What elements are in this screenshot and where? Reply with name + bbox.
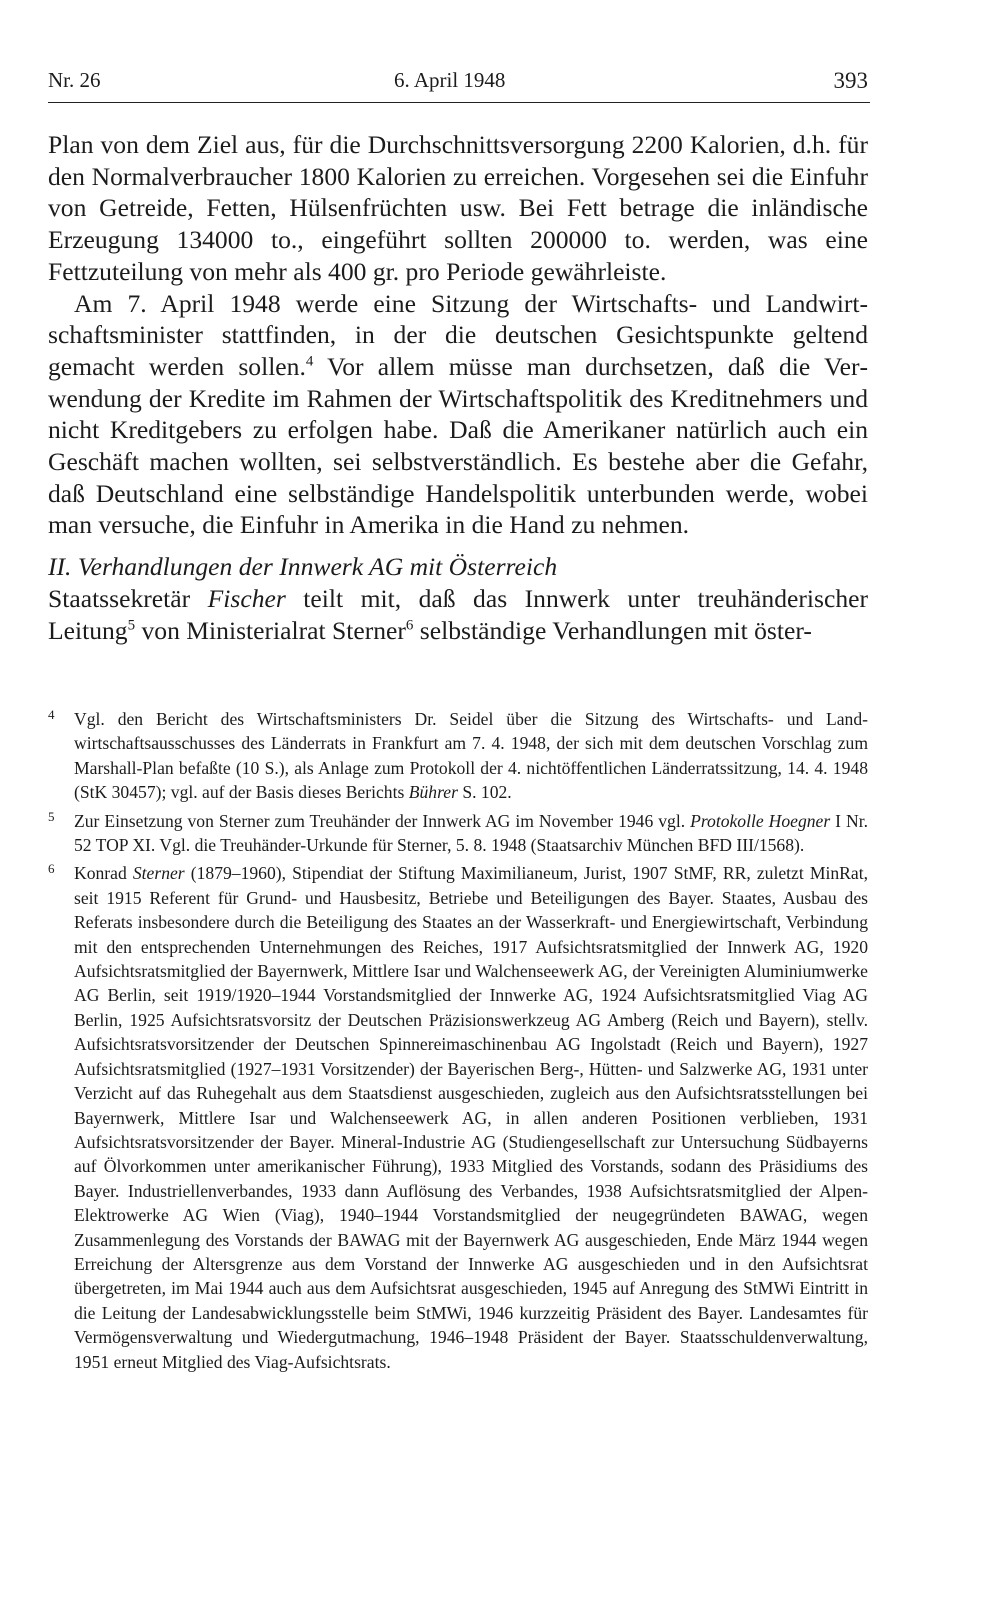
footnote-4	[48, 707, 868, 805]
document-date: 6. April 1948	[394, 68, 506, 92]
main-text	[48, 129, 868, 646]
footnote-italic: Bührer	[408, 782, 458, 803]
document-number: Nr. 26	[48, 68, 101, 92]
header-rule	[48, 102, 870, 103]
footnote-text: (1879–1960), Stipendiat der Stiftung Maximilianeum, Jurist, 1907 StMF, RR, zuletzt MinRat, seit 1915 Referent für Grund- und Hausbesitz, Betriebe und Beteiligungen des Bayer. Staates, Ausbau des Referats insbesondere durch die Beteiligung des Staates an der Wasserkraft- und Energiewirtschaft, Verbindung mit den entsprechenden Unternehmungen des Reiches, 1917 Aufsichtsratsmitglied der Innwerk AG, 1920 Aufsichtsratsmitglied der Bayernwerk, Mittlere Isar und Walchenseewerk AG, der Vereinigten Aluminiumwerke AG Berlin, seit 1919/1920–1944 Vorstandsmitglied der Innwerke AG, 1924 Aufsichtsratsmitglied Viag AG Berlin, 1925 Aufsichtsratsvorsitz der Deutschen Präzisionswerkzeug AG Amberg (Reich und Bayern), stellv. Aufsichtsratsvorsitzender der Deutschen Spinnereimaschinenbau AG Ingolstadt (Reich und Bayern), 1927 Aufsichtsratsmitglied (1927–1931 Vorsitzender) der Bayerischen Berg-, Hütten- und Salzwerke AG, 1931 unter Verzicht auf das Ruhegehalt aus dem Staatsdienst ausgeschieden, zugleich aus den Aufsichtsratsstellungen bei Bayernwerk, Mittlere Isar und Walchenseewerk AG, in allen anderen Positionen verblieben, 1931 Aufsichtsratsvorsitzender der Bayer. Mineral-Industrie AG (Studiengesellschaft zur Untersuchung Südbayerns auf Ölvorkommen unter amerikanischer Führung), 1933 Mitglied des Vorstands, sodann des Präsidiums des Bayer. Industriellenverbandes, 1933 dann Auflösung des Verbandes, 1938 Aufsichtsratsmitglied der Alpen-Elektrowerke AG Wien (Viag), 1940–1944 Vorstandsmitglied der neugegründeten BAWAG, wegen Zusammenlegung des Vorstands der BAWAG mit der Bayernwerk AG ausgeschieden, Ende März 1944 wegen Erreichung der Altersgrenze aus dem Vorstand der Innwerke AG ausgeschieden und in den Aufsichtsrat übergetreten, im Mai 1944 auch aus dem Aufsichtsrat ausgeschieden, 1945 auf Anregung des StMWi Eintritt in die Leitung der Landesabwicklungsstelle beim StMWi, 1946 kurzzeitig Präsident des Bayer. Landesamtes für Vermögensverwaltung und Wiedergutmachung, 1946–1948 Präsident der Bayer. Staatsschuldenverwaltung, 1951 erneut Mitglied des Viag-Aufsichtsrats.	[74, 863, 868, 1372]
footnote-text: Konrad	[74, 863, 133, 884]
footnote-number: 5	[48, 808, 55, 824]
footnote-text: S. 102.	[457, 782, 512, 803]
footnote-text: Vgl. den Bericht des Wirtschaftsministers Dr. Seidel über die Sitzung des Wirtschafts- und Landwirtschaftsausschusses des Länderrats in Frankfurt am 7. 4. 1948, der sich mit dem deutschen Vorschlag zum Marshall-Plan befaßte (10 S.), als Anlage zum Protokoll der 4. nichtöffentlichen Länderratssitzung, 14. 4. 1948 (StK 30457); vgl. auf der Basis dieses Berichts	[74, 709, 868, 803]
footnote-text: I Nr. 52 TOP XI. Vgl. die Treuhänder-Urkunde für Sterner, 5. 8. 1948 (Staatsarchiv München BFD III/1568).	[74, 810, 868, 856]
paragraph-3-text-a: Staatssekretär	[48, 583, 208, 613]
footnote-5	[48, 809, 868, 858]
footnote-6	[48, 861, 868, 1374]
footnotes	[48, 707, 868, 1378]
footnote-text: Zur Einsetzung von Sterner zum Treuhänder der Innwerk AG im November 1946 vgl.	[74, 810, 691, 831]
paragraph-1: Plan von dem Ziel aus, für die Durchschnittsversorgung 2200 Kalorien, d.h. für den Normalverbraucher 1800 Kalorien zu erreichen. Vorgesehen sei die Einfuhr von Getreide, Fetten, Hülsenfrüchten usw. Bei Fett betrage die inländische Erzeugung 134000 to., eingeführt sollten 200000 to. werden, was eine Fettzuteilung von mehr als 400 gr. pro Periode gewährleiste.	[48, 130, 868, 286]
footnote-ref-4: 4	[305, 353, 314, 370]
paragraph-2-text-b: Vor allem müsse man durchsetzen, daß die Verwendung der Kredite im Rahmen der Wirtschaftspolitik des Kreditnehmers und nicht Kreditgebers zu erfolgen habe. Daß die Amerikaner natürlich auch ein Geschäft machen wollten, sei selbstverständlich. Es bestehe aber die Gefahr, daß Deutschland eine selbständige Handelspolitik unterbunden werde, wobei man versuche, die Einfuhr in Amerika in die Hand zu nehmen.	[48, 351, 869, 540]
footnote-number: 6	[48, 861, 55, 877]
paragraph-3	[48, 583, 868, 646]
page-number: 393	[833, 68, 868, 93]
running-header	[48, 68, 868, 98]
footnote-ref-6: 6	[405, 617, 414, 634]
paragraph-3-text-c: von Ministerialrat Sterner	[135, 615, 406, 645]
footnote-number: 4	[48, 707, 55, 722]
paragraph-2	[48, 288, 868, 542]
paragraph-2-text-a: Am 7. April 1948 werde eine Sitzung der Wirtschafts- und Landwirtschaftsminister stattfinden, in der die deutschen Gesichtspunkte geltend gemacht werden sollen.	[48, 288, 868, 381]
footnote-italic: Sterner	[132, 863, 185, 884]
section-heading: II. Verhandlungen der Innwerk AG mit Österreich	[48, 552, 558, 582]
speaker-name: Fischer	[207, 583, 286, 613]
paragraph-3-text-b: teilt mit, daß das Innwerk unter treuhänderischer Leitung	[48, 583, 869, 645]
footnote-italic: Protokolle Hoegner	[690, 810, 831, 831]
paragraph-3-text-d: selbständige Verhandlungen mit öster-	[413, 615, 812, 645]
footnote-ref-5: 5	[127, 617, 136, 634]
